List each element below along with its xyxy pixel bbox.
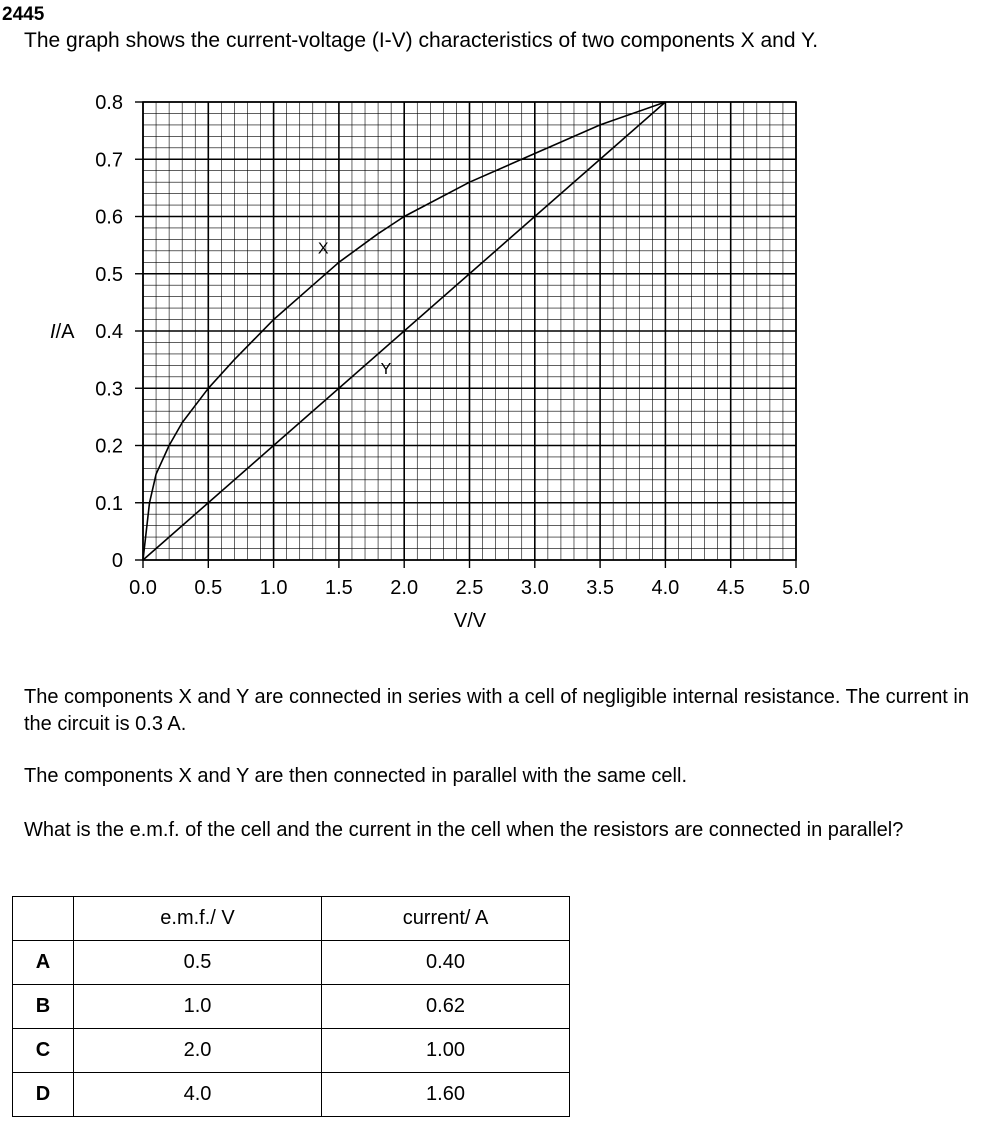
x-tick-label: 3.5 (586, 577, 615, 599)
y-tick-label: 0.3 (95, 378, 123, 401)
y-tick-label: 0.7 (95, 149, 123, 172)
option-current: 1.60 (322, 1073, 570, 1117)
x-axis-label: V/V (453, 610, 487, 632)
option-row-c[interactable] (13, 1029, 570, 1073)
option-row-a[interactable] (13, 941, 570, 985)
option-emf: 2.0 (74, 1029, 322, 1073)
question-number: 2445 (2, 4, 45, 25)
option-current: 1.00 (322, 1029, 570, 1073)
x-tick-label: 3.0 (520, 577, 549, 599)
x-tick-label: 5.0 (782, 577, 810, 599)
y-tick-label: 0.1 (95, 492, 123, 515)
option-emf: 4.0 (74, 1073, 322, 1117)
x-tick-label: 1.0 (259, 577, 288, 599)
y-axis-label: I/A (50, 321, 75, 343)
curve-label-x: X (317, 240, 329, 258)
x-tick-label: 2.0 (390, 577, 419, 599)
options-header-row (13, 897, 570, 941)
y-tick-label: 0.6 (95, 206, 123, 229)
y-tick-label: 0.2 (95, 435, 123, 458)
option-letter: D (13, 1073, 74, 1117)
header-emf: e.m.f./ V (74, 897, 322, 941)
option-current: 0.40 (322, 941, 570, 985)
question-prompt: What is the e.m.f. of the cell and the current in the cell when the resistors are connected in parallel? (24, 819, 904, 841)
x-tick-label: 0.5 (194, 577, 223, 599)
x-tick-label: 4.0 (651, 577, 680, 599)
x-tick-label: 4.5 (716, 577, 745, 599)
header-blank (13, 897, 74, 941)
x-tick-label: 1.5 (324, 577, 353, 599)
option-current: 0.62 (322, 985, 570, 1029)
option-emf: 1.0 (74, 985, 322, 1029)
y-tick-label: 0.8 (95, 92, 123, 114)
y-tick-label: 0.5 (95, 263, 123, 286)
y-tick-label: 0 (111, 550, 123, 572)
x-tick-label: 0.0 (129, 577, 157, 599)
x-tick-label: 2.5 (455, 577, 484, 599)
y-tick-label: 0.4 (95, 321, 123, 343)
curve-label-y: Y (380, 360, 392, 378)
option-letter: B (13, 985, 74, 1029)
option-letter: A (13, 941, 74, 985)
axis-ticks (95, 92, 810, 599)
header-current: current/ A (322, 897, 570, 941)
question-intro: The graph shows the current-voltage (I-V) characteristics of two components X and Y. (24, 29, 819, 52)
question-paragraph-parallel: The components X and Y are then connected in parallel with the same cell. (24, 765, 687, 787)
option-row-b[interactable] (13, 985, 570, 1029)
options-table (12, 896, 570, 1117)
option-row-d[interactable] (13, 1073, 570, 1117)
option-letter: C (13, 1029, 74, 1073)
question-paragraph-series: The components X and Y are connected in series with a cell of negligible internal resistance. The current in the circuit is 0.3 A. (24, 686, 969, 735)
option-emf: 0.5 (74, 941, 322, 985)
